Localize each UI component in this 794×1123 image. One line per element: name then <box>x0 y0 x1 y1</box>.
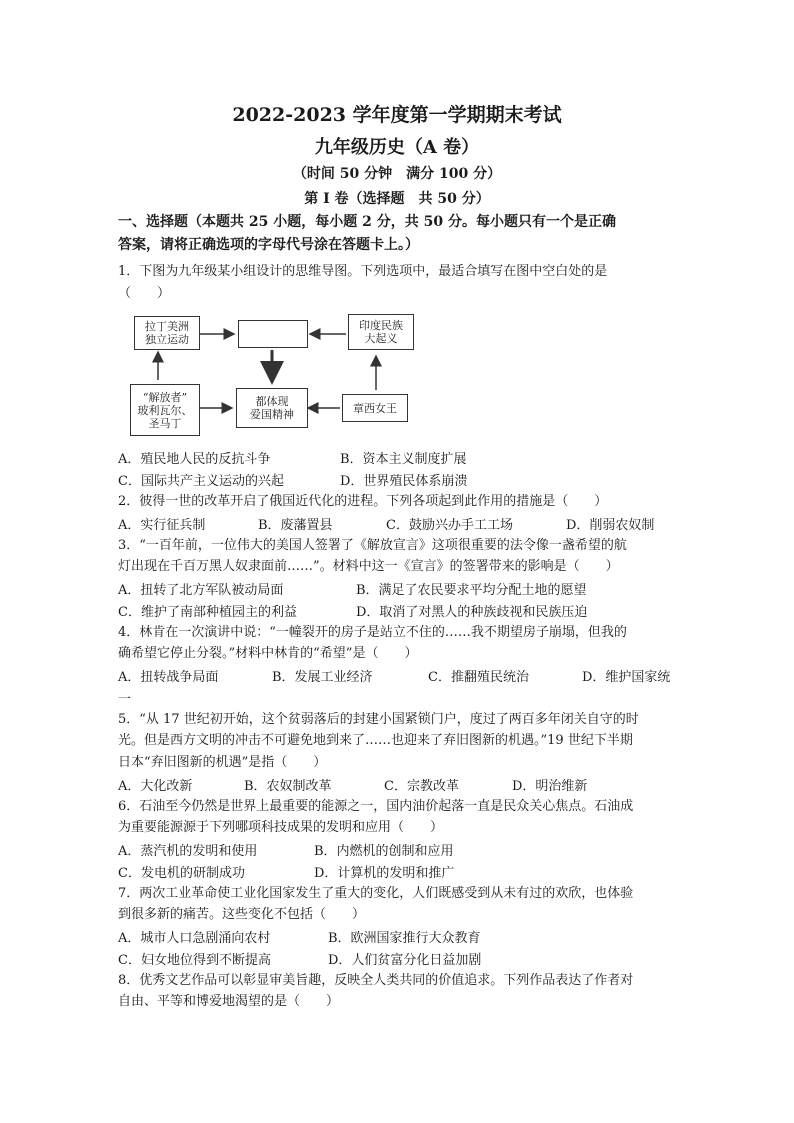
q3-option-a: A．扭转了北方军队被动局面 <box>118 583 284 598</box>
q3-option-d: D．取消了对黑人的种族歧视和民族压迫 <box>356 605 588 620</box>
q7-option-a: A．城市人口急剧涌向农村 <box>118 931 271 946</box>
instructions-line2: 答案，请将正确选项的字母代号涂在答题卡上。） <box>118 237 419 253</box>
box-blank <box>238 320 308 348</box>
q4-stem-line2: 确希望它停止分裂。”材料中林肯的“希望”是（ ） <box>118 646 418 661</box>
q1-stem-line2: （ ） <box>118 286 171 301</box>
q5-option-b: B．农奴制改革 <box>244 779 332 794</box>
q2-option-d: D．削弱农奴制 <box>566 518 655 533</box>
time-info: （时间 50 分钟 满分 100 分） <box>292 166 502 182</box>
box-liberators: “解放者” 玻利瓦尔、 圣马丁 <box>130 384 200 436</box>
q6-stem-line1: 6．石油至今仍然是世界上最重要的能源之一，国内油价起落一直是民众关心焦点。石油成 <box>118 799 634 814</box>
q6-option-d: D．计算机的发明和推广 <box>314 866 455 881</box>
q7-option-c: C．妇女地位得到不断提高 <box>118 953 271 968</box>
q1-option-c: C．国际共产主义运动的兴起 <box>118 474 284 489</box>
q5-stem-line2: 光。但是西方文明的冲击不可避免地到来了……也迎来了弃旧图新的机遇。”19 世纪下半期 <box>118 733 633 748</box>
exam-subject: 九年级历史（A 卷） <box>314 137 480 158</box>
q3-option-c: C．维护了南部种植园主的利益 <box>118 605 297 620</box>
q2-option-c: C．鼓励兴办手工工场 <box>386 518 513 533</box>
q5-option-c: C．宗教改革 <box>384 779 459 794</box>
q7-option-d: D．人们贫富分化日益加剧 <box>328 953 482 968</box>
q5-stem-line1: 5．“从 17 世纪初开始，这个贫弱落后的封建小国紧锁门户，度过了两百多年闭关自守的时 <box>118 712 639 727</box>
q6-option-c: C．发电机的研制成功 <box>118 866 245 881</box>
mind-map-diagram <box>128 310 418 448</box>
q4-option-a: A．扭转战争局面 <box>118 670 219 685</box>
q6-stem-line2: 为重要能源源于下列哪项科技成果的发明和应用（ ） <box>118 820 444 835</box>
box-queen: 章西女王 <box>342 394 408 422</box>
q6-option-b: B．内燃机的创制和应用 <box>314 844 454 859</box>
q4-option-d-continued: 一 <box>118 692 132 707</box>
q2-stem: 2．彼得一世的改革开启了俄国近代化的进程。下列各项起到此作用的措施是（ ） <box>118 494 608 509</box>
q4-stem-line1: 4．林肯在一次演讲中说：“一幢裂开的房子是站立不住的……我不期望房子崩塌，但我的 <box>118 625 627 640</box>
exam-title: 2022-2023 学年度第一学期期末考试 <box>232 104 562 126</box>
q7-stem-line1: 7．两次工业革命使工业化国家发生了重大的变化，人们既感受到从未有过的欢欣，也体验 <box>118 886 634 901</box>
q3-stem-line2: 灯出现在千百万黑人奴隶面前……”。材料中这一《宣言》的签署带来的影响是（ ） <box>118 559 619 574</box>
q8-stem-line2: 自由、平等和博爱地渴望的是（ ） <box>118 994 340 1009</box>
q5-stem-line3: 日本“弃旧图新的机遇”是指（ ） <box>118 755 327 770</box>
box-latin-america: 拉丁美洲 独立运动 <box>134 316 200 350</box>
box-center-patriotism: 都体现 爱国精神 <box>236 388 308 428</box>
q1-option-d: D．世界殖民体系崩溃 <box>340 474 468 489</box>
q4-option-b: B．发展工业经济 <box>272 670 373 685</box>
box-india: 印度民族 大起义 <box>348 314 414 350</box>
q3-stem-line1: 3．“一百年前，一位伟大的美国人签署了《解放宣言》这项很重要的法令像一盏希望的航 <box>118 538 627 553</box>
q8-stem-line1: 8．优秀文艺作品可以彰显审美旨趣，反映全人类共同的价值追求。下列作品表达了作者对 <box>118 973 634 988</box>
section-title: 第 I 卷（选择题 共 50 分） <box>304 191 490 207</box>
q7-option-b: B．欧洲国家推行大众教育 <box>328 931 481 946</box>
q5-option-d: D．明治维新 <box>512 779 588 794</box>
q3-option-b: B．满足了农民要求平均分配土地的愿望 <box>356 583 587 598</box>
q1-stem-line1: 1．下图为九年级某小组设计的思维导图。下列选项中，最适合填写在图中空白处的是 <box>118 264 608 279</box>
q2-option-a: A．实行征兵制 <box>118 518 206 533</box>
q2-option-b: B．废藩置县 <box>258 518 333 533</box>
q4-option-c: C．推翻殖民统治 <box>428 670 529 685</box>
q1-option-b: B．资本主义制度扩展 <box>340 452 467 467</box>
q4-option-d: D．维护国家统 <box>582 670 671 685</box>
q7-stem-line2: 到很多新的痛苦。这些变化不包括（ ） <box>118 907 366 922</box>
q6-option-a: A．蒸汽机的发明和使用 <box>118 844 258 859</box>
q5-option-a: A．大化改新 <box>118 779 193 794</box>
instructions-line1: 一、选择题（本题共 25 小题，每小题 2 分，共 50 分。每小题只有一个是正确 <box>118 214 616 230</box>
q1-option-a: A．殖民地人民的反抗斗争 <box>118 452 271 467</box>
